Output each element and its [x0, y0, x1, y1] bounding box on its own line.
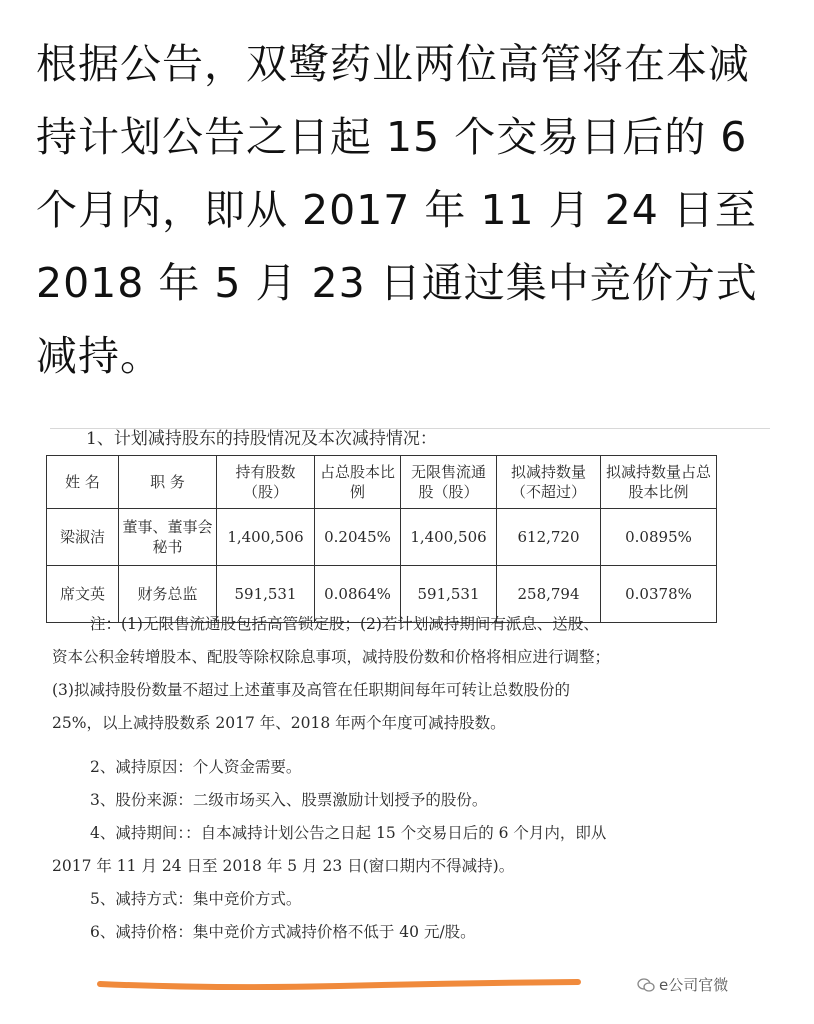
reduction-items [52, 751, 722, 949]
table-cell: 1,400,506 [401, 509, 497, 566]
header-shares-held: 持有股数（股） [217, 456, 315, 509]
table-header-row [47, 456, 717, 509]
item-period: 4、减持期间：：自本减持计划公告之日起 15 个交易日后的 6 个月内，即从 [90, 824, 607, 842]
item-price: 6、减持价格：集中竞价方式减持价格不低于 40 元/股。 [90, 923, 476, 941]
article-headline: 根据公告，双鹭药业两位高管将在本减持计划公告之日起 15 个交易日后的 6 个月内，即从 2017 年 11 月 24 日至 2018 年 5 月 23 日通过集中竞价方式减持。 [36, 40, 758, 380]
header-position: 职 务 [119, 456, 217, 509]
header-share-ratio: 占总股本比例 [315, 456, 401, 509]
item-source: 3、股份来源：二级市场买入、股票激励计划授予的股份。 [90, 791, 488, 809]
table-cell: 591,531 [401, 566, 497, 623]
watermark [637, 974, 728, 995]
table-cell: 0.2045% [315, 509, 401, 566]
watermark-text: e公司官微 [659, 976, 729, 994]
note-line: 注：(1)无限售流通股包括高管锁定股；(2)若计划减持期间有派息、送股、 [90, 615, 599, 633]
note-line: 25%，以上减持股数系 2017 年、2018 年两个年度可减持股数。 [52, 714, 506, 732]
table-cell: 0.0378% [601, 566, 717, 623]
table-cell: 1,400,506 [217, 509, 315, 566]
item-reason: 2、减持原因：个人资金需要。 [90, 758, 302, 776]
header-reduction-ratio: 拟减持数量占总股本比例 [601, 456, 717, 509]
table-row [47, 509, 717, 566]
table-notes [52, 608, 722, 740]
item-method: 5、减持方式：集中竞价方式。 [90, 890, 302, 908]
header-unrestricted-shares: 无限售流通股（股） [401, 456, 497, 509]
note-line: (3)拟减持股份数量不超过上述董事及高管在任职期间每年可转让总数股份的 [52, 681, 570, 699]
table-cell: 董事、董事会秘书 [119, 509, 217, 566]
table-cell: 财务总监 [119, 566, 217, 623]
table-cell: 席文英 [47, 566, 119, 623]
table-cell: 梁淑洁 [47, 509, 119, 566]
item-period-continued: 2017 年 11 月 24 日至 2018 年 5 月 23 日(窗口期内不得减持)。 [52, 857, 515, 875]
table-cell: 258,794 [497, 566, 601, 623]
header-name: 姓 名 [47, 456, 119, 509]
announcement-image [0, 408, 814, 1024]
header-planned-reduction: 拟减持数量（不超过） [497, 456, 601, 509]
table-cell: 0.0895% [601, 509, 717, 566]
wechat-icon [637, 977, 655, 993]
holdings-table [46, 455, 717, 623]
note-line: 资本公积金转增股本、配股等除权除息事项，减持股份数和价格将相应进行调整； [52, 648, 611, 666]
table-cell: 612,720 [497, 509, 601, 566]
table-cell: 0.0864% [315, 566, 401, 623]
section-title: 1、计划减持股东的持股情况及本次减持情况： [86, 429, 437, 449]
highlight-underline [96, 976, 582, 990]
table-cell: 591,531 [217, 566, 315, 623]
